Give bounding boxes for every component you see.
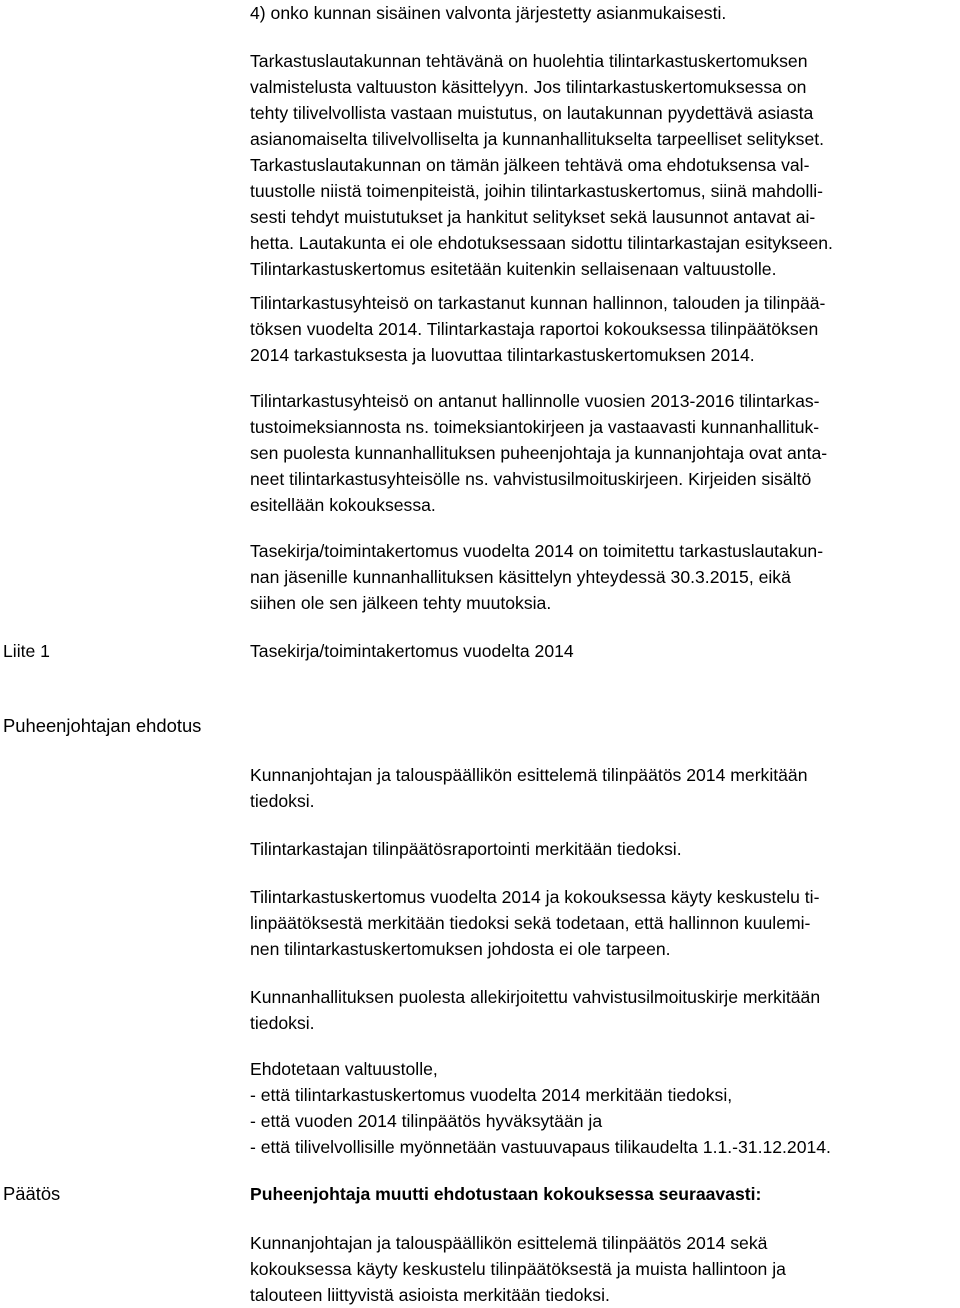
paragraph-audit: Tilintarkastusyhteisö on tarkastanut kunnan hallinnon, talouden ja tilinpää- töksen vuodelta 2014. Tilintarkastaja raportoi kokouksessa tilinpäätöksen 2014 tarkastuksesta ja luovuttaa tilintarkastuskertomuksen 2014.	[250, 293, 826, 365]
paragraph-annual-report: Tasekirja/toimintakertomus vuodelta 2014 on toimitettu tarkastuslautakun- nan jäsenille kunnanhallituksen käsittelyn yhteydessä 30.3.2015, eikä siihen ole sen jälkeen tehty muutoksia.	[250, 541, 824, 613]
paragraph-duties: Tarkastuslautakunnan tehtävänä on huolehtia tilintarkastuskertomuksen valmistelusta valtuuston käsittelyyn. Jos tilintarkastuskertomuksessa on tehty tilivelvollista vastaan muistutus, on lautakunnan pyydettävä asiasta asianomaiselta tilivelvolliselta ja kunnanhallitukselta tarpeelliset selitykset. Tarkastuslautakunnan on tämän jälkeen tehtävä oma ehdotuksensa val- tuustolle niistä toimenpiteistä, joihin tilintarkastuskertomus, siinä mahdolli- sesti tehdyt muistutukset ja hankitut selitykset sekä lausunnot antavat ai- hetta. Lautakunta ei ole ehdotuksessaan sidottu tilintarkastajan esitykseen. Tilintarkastuskertomus esitetään kuitenkin sellaisenaan valtuustolle.	[250, 51, 833, 279]
proposal-item-5: Ehdotetaan valtuustolle, - että tilintarkastuskertomus vuodelta 2014 merkitään tiedoksi, - että vuoden 2014 tilinpäätös hyväksytään ja - että tilivelvollisille myönnetään vastuuvapaus tilikaudelta 1.1.-31.12.2014.	[250, 1059, 831, 1157]
proposal-item-1: Kunnanjohtajan ja talouspäällikön esittelemä tilinpäätös 2014 merkitään tiedoksi.	[250, 765, 808, 811]
attachment-label: Liite 1	[3, 641, 50, 661]
proposal-item-2: Tilintarkastajan tilinpäätösraportointi merkitään tiedoksi.	[250, 839, 682, 859]
proposal-item-4: Kunnanhallituksen puolesta allekirjoitettu vahvistusilmoituskirje merkitään tiedoksi.	[250, 987, 821, 1033]
decision-heading: Puheenjohtaja muutti ehdotustaan kokouksessa seuraavasti:	[250, 1184, 762, 1204]
intro-line: 4) onko kunnan sisäinen valvonta järjestetty asianmukaisesti.	[250, 3, 727, 23]
proposal-item-3: Tilintarkastuskertomus vuodelta 2014 ja kokouksessa käyty keskustelu ti- linpäätöksestä merkitään tiedoksi sekä todetaan, että hallinnon kuulemi- nen tilintarkastuskertomuksen johdosta ei ole tarpeen.	[250, 887, 820, 959]
proposal-heading: Puheenjohtajan ehdotus	[3, 715, 202, 736]
paragraph-engagement: Tilintarkastusyhteisö on antanut hallinnolle vuosien 2013-2016 tilintarkas- tustoimeksiannosta ns. toimeksiantokirjeen ja vastaavasti kunnanhallituk- sen puolesta kunnanhallituksen puheenjohtaja ja kunnanjohtaja ovat anta- neet tilintarkastusyhteisölle ns. vahvistusilmoituskirjeen. Kirjeiden sisältö esitellään kokouksessa.	[250, 391, 828, 515]
attachment-text: Tasekirja/toimintakertomus vuodelta 2014	[250, 641, 574, 661]
decision-text: Kunnanjohtajan ja talouspäällikön esittelemä tilinpäätös 2014 sekä kokouksessa käyty keskustelu tilinpäätöksestä ja muista hallintoon ja talouteen liittyvistä asioista merkitään tiedoksi.	[250, 1233, 786, 1305]
decision-label: Päätös	[3, 1183, 61, 1204]
